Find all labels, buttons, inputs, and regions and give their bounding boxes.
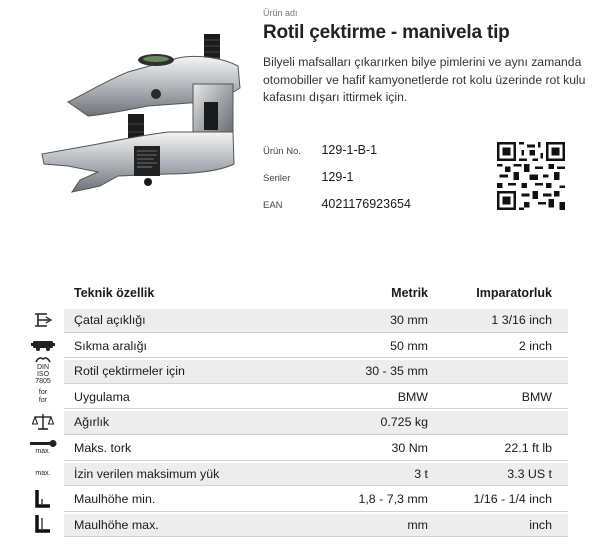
ean-row: [263, 197, 411, 211]
ean-label: EAN: [263, 200, 283, 211]
spec-metric-value: mm: [407, 517, 428, 532]
product-description: Bilyeli mafsalları çıkarırken bilye pimlerini ve aynı zamanda otomobiller ve hafif kamyonetlerde rot kolu üzerinde rot kulu kafasını dışarı ittirmek için.: [263, 55, 586, 104]
spec-table: [0, 307, 600, 537]
spec-metric-value: BMW: [397, 389, 428, 404]
spec-imperial-value: inch: [529, 517, 552, 532]
spec-label: Maks. tork: [74, 440, 132, 455]
header-imperial: Imparatorluk: [476, 286, 552, 300]
product-image: [28, 14, 250, 204]
max-load-icon: [26, 463, 60, 484]
spec-label: Uygulama: [74, 389, 130, 404]
spec-metric-value: 1,8 - 7,3 mm: [358, 492, 428, 507]
spec-label: Çatal açıklığı: [74, 313, 146, 327]
table-row: [0, 461, 600, 487]
table-row: [0, 435, 600, 461]
product-name-caption: Ürün adı: [263, 8, 298, 18]
spec-imperial-value: 1/16 - 1/4 inch: [473, 492, 552, 507]
spec-metric-value: 3 t: [414, 466, 428, 481]
table-row: [0, 307, 600, 333]
din-iso-icon: [26, 360, 60, 386]
jaw-height-min-icon: [26, 488, 60, 509]
spec-imperial-value: BMW: [521, 389, 552, 404]
product-title: Rotil çektirme - manivela tip: [263, 22, 510, 43]
application-icon: for for: [38, 388, 48, 404]
jaw-opening-icon: [26, 309, 60, 330]
table-row: [0, 333, 600, 359]
spec-metric-value: 30 - 35 mm: [365, 364, 428, 379]
spec-table-header: [0, 283, 600, 305]
spec-metric-value: 0.725 kg: [380, 415, 428, 430]
table-row: [0, 358, 600, 384]
weight-icon: [26, 411, 60, 432]
table-row: [0, 384, 600, 410]
max-torque-icon-text: max.: [35, 448, 51, 456]
series-row: [263, 170, 353, 184]
spec-metric-value: 50 mm: [390, 338, 428, 353]
max-load-icon-text: max.: [35, 469, 51, 477]
din-iso-text: DIN ISO 7805: [35, 364, 51, 386]
spec-metric-value: 30 mm: [390, 313, 428, 327]
article-number-label: Ürün No.: [263, 146, 302, 157]
spec-label: Maulhöhe max.: [74, 517, 159, 532]
series-value: 129-1: [321, 170, 354, 184]
clamping-range-icon: [26, 335, 60, 356]
qr-code-icon: [497, 142, 565, 210]
ean-value: 4021176923654: [321, 197, 411, 211]
spec-metric-value: 30 Nm: [391, 440, 428, 455]
spec-imperial-value: 3.3 US t: [507, 466, 552, 481]
spec-label: Ağırlık: [74, 415, 110, 430]
jaw-height-max-icon: [26, 514, 60, 535]
application-icon-text: for: [38, 388, 48, 396]
spec-label: Sıkma aralığı: [74, 338, 147, 353]
series-label: Seriler: [263, 173, 291, 184]
table-row: [0, 512, 600, 538]
spec-label: Maulhöhe min.: [74, 492, 156, 507]
header-feature: Teknik özellik: [74, 286, 155, 300]
spec-label: İzin verilen maksimum yük: [74, 466, 220, 481]
spec-label: Rotil çektirmeler için: [74, 364, 185, 379]
spec-imperial-value: 2 inch: [518, 338, 552, 353]
table-row: [0, 486, 600, 512]
article-number-value: 129-1-B-1: [321, 143, 378, 157]
max-torque-icon: [26, 437, 60, 458]
article-number-row: [263, 143, 377, 157]
table-row: [0, 409, 600, 435]
spec-imperial-value: 22.1 ft lb: [504, 440, 552, 455]
spec-imperial-value: 1 3/16 inch: [491, 313, 552, 327]
header-metric: Metrik: [391, 286, 428, 300]
